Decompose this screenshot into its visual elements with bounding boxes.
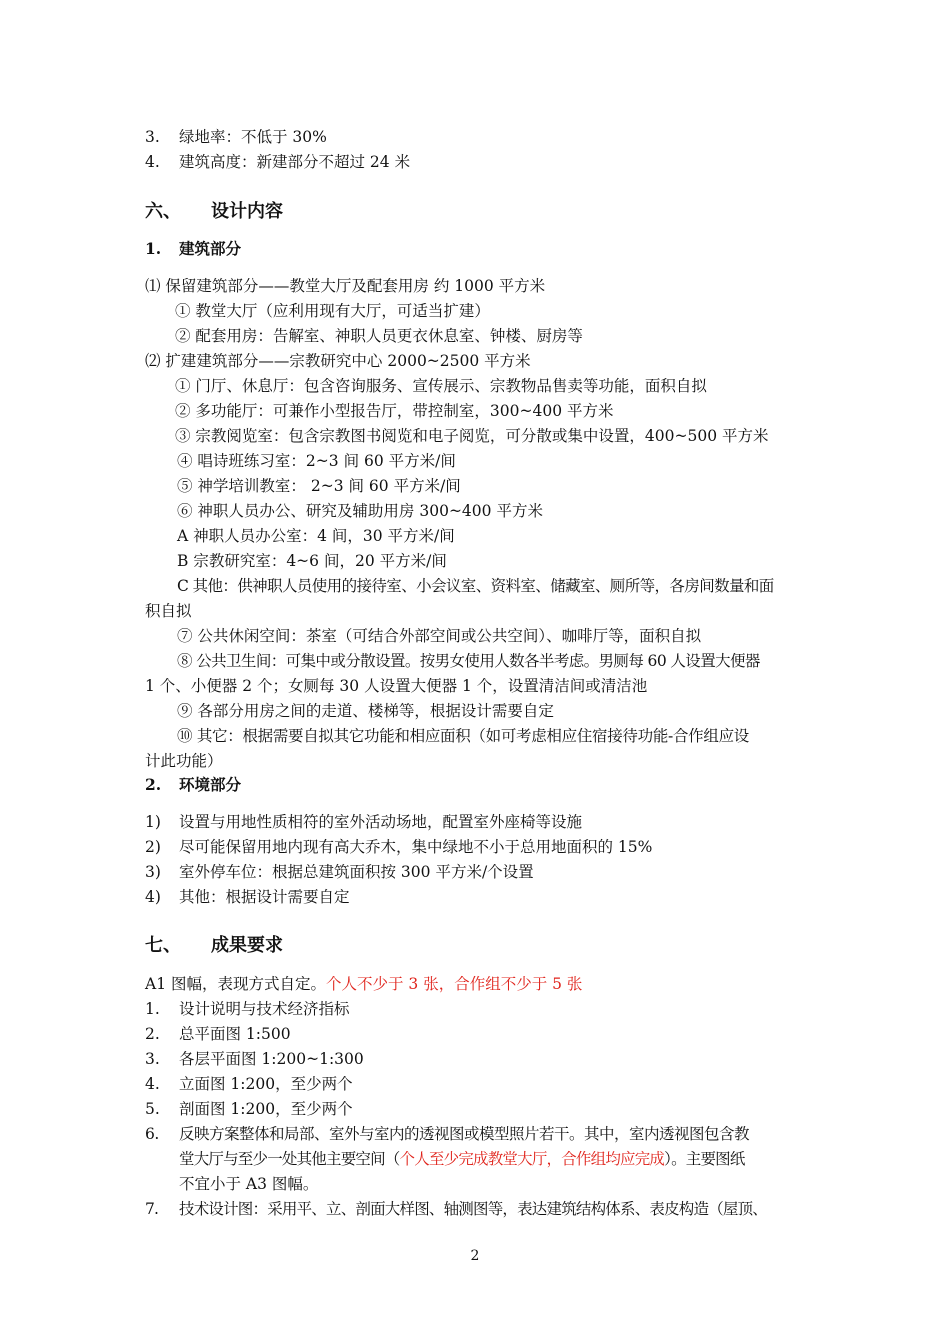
list-item: B 宗教研究室：4~6 间，20 平方米/间 [177, 552, 447, 570]
list-item [145, 1074, 353, 1094]
subsection-title: 环境部分 [179, 775, 242, 794]
list-number: 6. [145, 1125, 159, 1143]
list-text: 设置与用地性质相符的室外活动场地，配置室外座椅等设施 [179, 813, 583, 831]
subsection-number: 2. [145, 775, 162, 794]
list-item-continuation: 不宜小于 A3 图幅。 [179, 1175, 319, 1193]
list-text: 室外停车位：根据总建筑面积按 300 平方米/个设置 [179, 863, 534, 881]
list-item [145, 127, 327, 147]
subsection-heading [145, 239, 241, 259]
list-item: ① 教堂大厅（应利用现有大厅，可适当扩建） [175, 302, 490, 320]
list-number: 1) [145, 813, 161, 831]
intro-line [145, 974, 582, 994]
list-item [145, 1099, 353, 1119]
list-item [145, 837, 652, 857]
list-item: ③ 宗教阅览室：包含宗教图书阅览和电子阅览，可分散或集中设置，400~500 平方米 [175, 427, 769, 445]
section-heading [145, 934, 283, 958]
list-item: A 神职人员办公室：4 间，30 平方米/间 [177, 527, 455, 545]
subsection-number: 1. [145, 239, 162, 258]
highlight-text: 个人至少完成教堂大厅，合作组均应完成 [399, 1150, 665, 1168]
list-number: 2) [145, 838, 161, 856]
part-label: ⑵ 扩建建筑部分——宗教研究中心 2000~2500 平方米 [145, 352, 531, 370]
list-number: 3. [145, 128, 160, 146]
section-number: 七、 [145, 935, 181, 956]
page-number: 2 [470, 1248, 480, 1264]
list-number: 1. [145, 1000, 160, 1018]
list-text: 立面图 1:200，至少两个 [179, 1075, 353, 1093]
list-text: ）。主要图纸 [664, 1150, 745, 1168]
list-item: ⑩ 其它：根据需要自拟其它功能和相应面积（如可考虑相应住宿接待功能-合作组应设 [177, 727, 749, 745]
list-item: C 其他：供神职人员使用的接待室、小会议室、资料室、储藏室、厕所等，各房间数量和面 [177, 577, 774, 595]
list-text: 尽可能保留用地内现有高大乔木，集中绿地不小于总用地面积的 15% [179, 838, 653, 856]
list-number: 5. [145, 1100, 160, 1118]
list-text: 其他：根据设计需要自定 [179, 888, 350, 906]
list-item [145, 812, 582, 832]
list-item [145, 1199, 767, 1219]
list-item: ⑧ 公共卫生间：可集中或分散设置。按男女使用人数各半考虑。男厕每 60 人设置大便器 [177, 652, 760, 670]
list-item: ① 门厅、休息厅：包含咨询服务、宣传展示、宗教物品售卖等功能，面积自拟 [175, 377, 707, 395]
subsection-heading [145, 775, 241, 795]
list-item [145, 862, 534, 882]
list-item [145, 887, 350, 907]
list-text: 总平面图 1:500 [179, 1025, 291, 1043]
list-item [145, 999, 350, 1019]
section-title: 设计内容 [211, 201, 283, 222]
list-item: ⑥ 神职人员办公、研究及辅助用房 300~400 平方米 [177, 502, 543, 520]
list-item: ⑦ 公共休闲空间：茶室（可结合外部空间或公共空间）、咖啡厅等，面积自拟 [177, 627, 702, 645]
intro-highlight: 个人不少于 3 张，合作组不少于 5 张 [325, 975, 583, 993]
list-item: ② 配套用房：告解室、神职人员更衣休息室、钟楼、厨房等 [175, 327, 583, 345]
list-text: 建筑高度：新建部分不超过 24 米 [179, 153, 411, 171]
list-text: 堂大厅与至少一处其他主要空间（ [179, 1150, 400, 1168]
list-item-continuation: 1 个、小便器 2 个；女厕每 30 人设置大便器 1 个，设置清洁间或清洁池 [145, 677, 648, 695]
list-item: ② 多功能厅：可兼作小型报告厅，带控制室，300~400 平方米 [175, 402, 614, 420]
list-number: 4. [145, 153, 160, 171]
list-text: 各层平面图 1:200~1:300 [179, 1050, 364, 1068]
list-item: ⑨ 各部分用房之间的走道、楼梯等，根据设计需要自定 [177, 702, 554, 720]
list-number: 3) [145, 863, 161, 881]
subsection-title: 建筑部分 [179, 239, 242, 258]
list-item [145, 1024, 291, 1044]
list-text: 剖面图 1:200，至少两个 [179, 1100, 353, 1118]
list-text: 设计说明与技术经济指标 [179, 1000, 350, 1018]
list-item-continuation [179, 1149, 745, 1169]
list-number: 7. [145, 1200, 159, 1218]
list-number: 3. [145, 1050, 160, 1068]
section-heading [145, 200, 283, 224]
list-item [145, 1124, 749, 1144]
list-item [145, 152, 410, 172]
section-title: 成果要求 [211, 935, 283, 956]
list-item-continuation: 积自拟 [145, 602, 192, 620]
intro-text: A1 图幅，表现方式自定。 [145, 975, 326, 993]
list-text: 技术设计图：采用平、立、剖面大样图、轴测图等，表达建筑结构体系、表皮构造（屋顶、 [179, 1200, 768, 1218]
list-number: 4) [145, 888, 161, 906]
section-number: 六、 [145, 201, 181, 222]
list-item: ⑤ 神学培训教室： 2~3 间 60 平方米/间 [177, 477, 461, 495]
list-number: 2. [145, 1025, 160, 1043]
part-label: ⑴ 保留建筑部分——教堂大厅及配套用房 约 1000 平方米 [145, 277, 546, 295]
list-number: 4. [145, 1075, 160, 1093]
list-text: 反映方案整体和局部、室外与室内的透视图或模型照片若干。其中，室内透视图包含教 [179, 1125, 750, 1143]
list-text: 绿地率：不低于 30% [179, 128, 327, 146]
list-item-continuation: 计此功能） [145, 752, 223, 770]
list-item: ④ 唱诗班练习室：2~3 间 60 平方米/间 [177, 452, 456, 470]
list-item [145, 1049, 364, 1069]
